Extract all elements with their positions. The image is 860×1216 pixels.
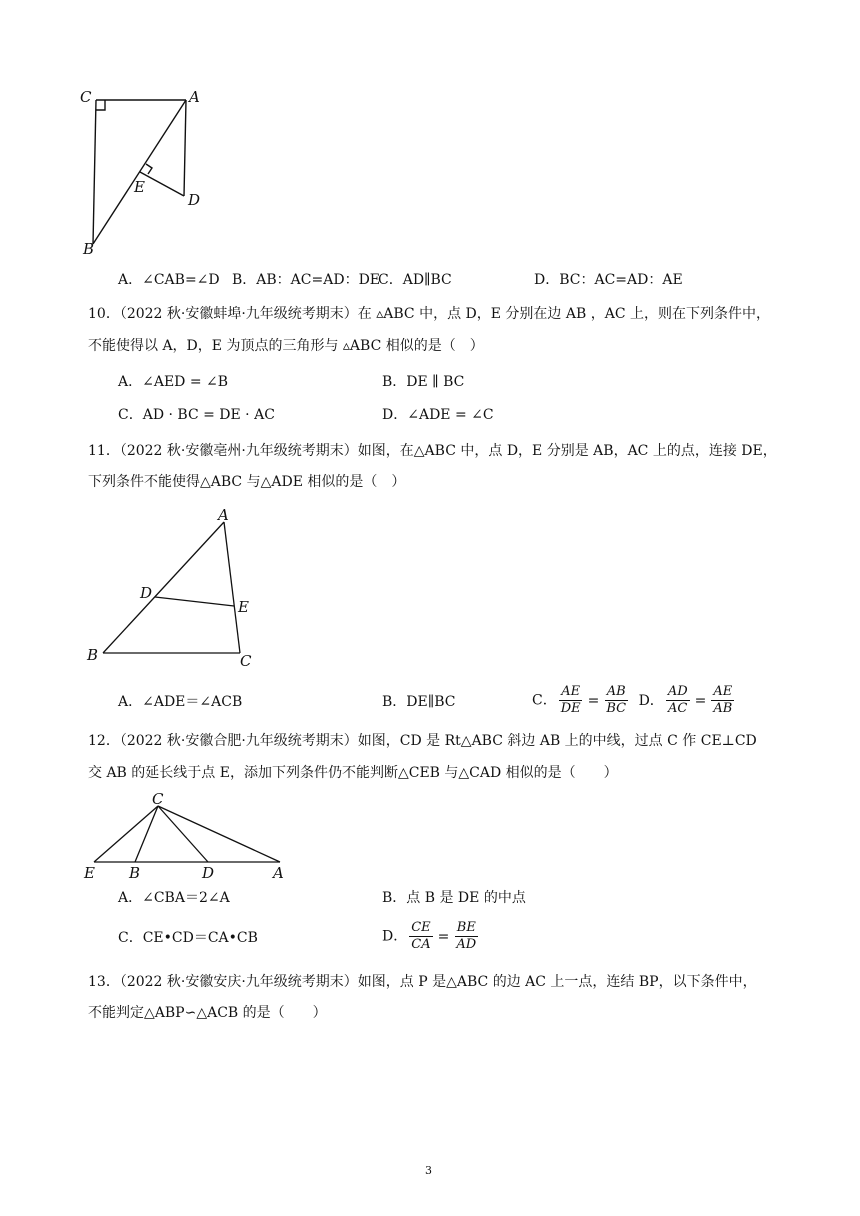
q12-stem-line2: 交 AB 的延长线于点 E，添加下列条件仍不能判断△CEB 与△CAD 相似的是（ ）: [88, 765, 618, 781]
q12-option-b: B．点 B 是 DE 的中点: [382, 890, 526, 906]
equals-sign: =: [437, 928, 450, 945]
equals-sign: =: [694, 692, 707, 709]
q12-option-d-frac1: [409, 920, 432, 953]
frac-denominator: DE: [560, 701, 581, 716]
q11-option-c-frac1: [559, 684, 583, 717]
q9-option-a: A．∠CAB=∠D: [118, 272, 220, 288]
q9-option-c: C．AD∥BC: [378, 272, 452, 288]
q11-option-a: A．∠ADE＝∠ACB: [118, 694, 243, 710]
q11-option-c: [532, 684, 736, 717]
frac-denominator: CA: [411, 937, 431, 952]
figure-q11: [84, 500, 264, 672]
fig12-label-c: C: [152, 790, 164, 808]
q12-stem-line1: 12．（2022 秋·安徽合肥·九年级统考期末）如图，CD 是 Rt△ABC 斜边 AB 上的中线，过点 C 作 CE⊥CD: [88, 733, 757, 749]
fig9-label-a: A: [189, 88, 200, 106]
figure-q9: [78, 84, 218, 259]
q9-option-d: D．BC：AC=AD：AE: [534, 272, 683, 288]
q10-option-b: B．DE ∥ BC: [382, 374, 465, 390]
page-number: 3: [425, 1164, 432, 1177]
fig11-label-d: D: [140, 584, 153, 602]
q11-option-d-frac1: [666, 684, 690, 717]
q12-option-d-prefix: D．: [382, 928, 408, 945]
frac-numerator: AB: [606, 684, 626, 699]
q9-option-b: B．AB：AC=AD：DE: [232, 272, 381, 288]
figure-q12: [80, 788, 290, 884]
q10-stem-line2: 不能使得以 A，D，E 为顶点的三角形与 ▵ABC 相似的是（ ）: [88, 338, 484, 354]
q13-stem-line2: 不能判定△ABP∽△ACB 的是（ ）: [88, 1005, 327, 1021]
fig11-label-c: C: [240, 652, 252, 670]
q12-option-a: A．∠CBA＝2∠A: [118, 890, 230, 906]
fig9-label-c: C: [80, 88, 92, 106]
q13-stem-line1: 13．（2022 秋·安徽安庆·九年级统考期末）如图，点 P 是△ABC 的边 AC 上一点，连结 BP，以下条件中，: [88, 974, 757, 990]
q11-stem-line2: 下列条件不能使得△ABC 与△ADE 相似的是（ ）: [88, 474, 406, 490]
frac-denominator: AC: [668, 701, 688, 716]
frac-denominator: BC: [606, 701, 627, 716]
q11-stem-line1: 11．（2022 秋·安徽亳州·九年级统考期末）如图，在△ABC 中，点 D，E 分别是 AB，AC 上的点，连接 DE，: [88, 443, 777, 459]
fig12-label-b: B: [129, 864, 141, 882]
fig9-label-b: B: [83, 240, 95, 258]
q11-option-c-frac2: [604, 684, 628, 717]
q11-option-d-prefix: D．: [638, 692, 664, 709]
frac-denominator: AB: [713, 701, 733, 716]
frac-numerator: AE: [561, 684, 581, 699]
frac-numerator: BE: [456, 920, 476, 935]
equals-sign: =: [587, 692, 600, 709]
fig11-label-a: A: [218, 506, 229, 524]
frac-denominator: AD: [456, 937, 477, 952]
q10-option-c: C．AD · BC = DE · AC: [118, 407, 275, 423]
q10-option-d: D．∠ADE = ∠C: [382, 407, 494, 423]
q12-option-c: C．CE•CD＝CA•CB: [118, 930, 258, 946]
fig12-label-d: D: [202, 864, 215, 882]
fig12-label-a: A: [273, 864, 284, 882]
fig11-label-b: B: [87, 646, 99, 664]
fig11-label-e: E: [238, 598, 249, 616]
q12-option-d-frac2: [454, 920, 478, 953]
q11-option-b: B．DE∥BC: [382, 694, 456, 710]
frac-numerator: CE: [411, 920, 431, 935]
fig9-label-d: D: [188, 191, 201, 209]
frac-numerator: AD: [667, 684, 688, 699]
q11-option-c-prefix: C．: [532, 692, 557, 709]
q12-option-d: [382, 920, 480, 953]
q11-option-d-frac2: [711, 684, 734, 717]
q10-stem-line1: 10．（2022 秋·安徽蚌埠·九年级统考期末）在 ▵ABC 中，点 D，E 分别在边 AB ，AC 上，则在下列条件中，: [88, 306, 771, 322]
frac-numerator: AE: [713, 684, 733, 699]
q10-option-a: A．∠AED = ∠B: [118, 374, 229, 390]
fig9-label-e: E: [134, 178, 145, 196]
fig12-label-e: E: [84, 864, 95, 882]
